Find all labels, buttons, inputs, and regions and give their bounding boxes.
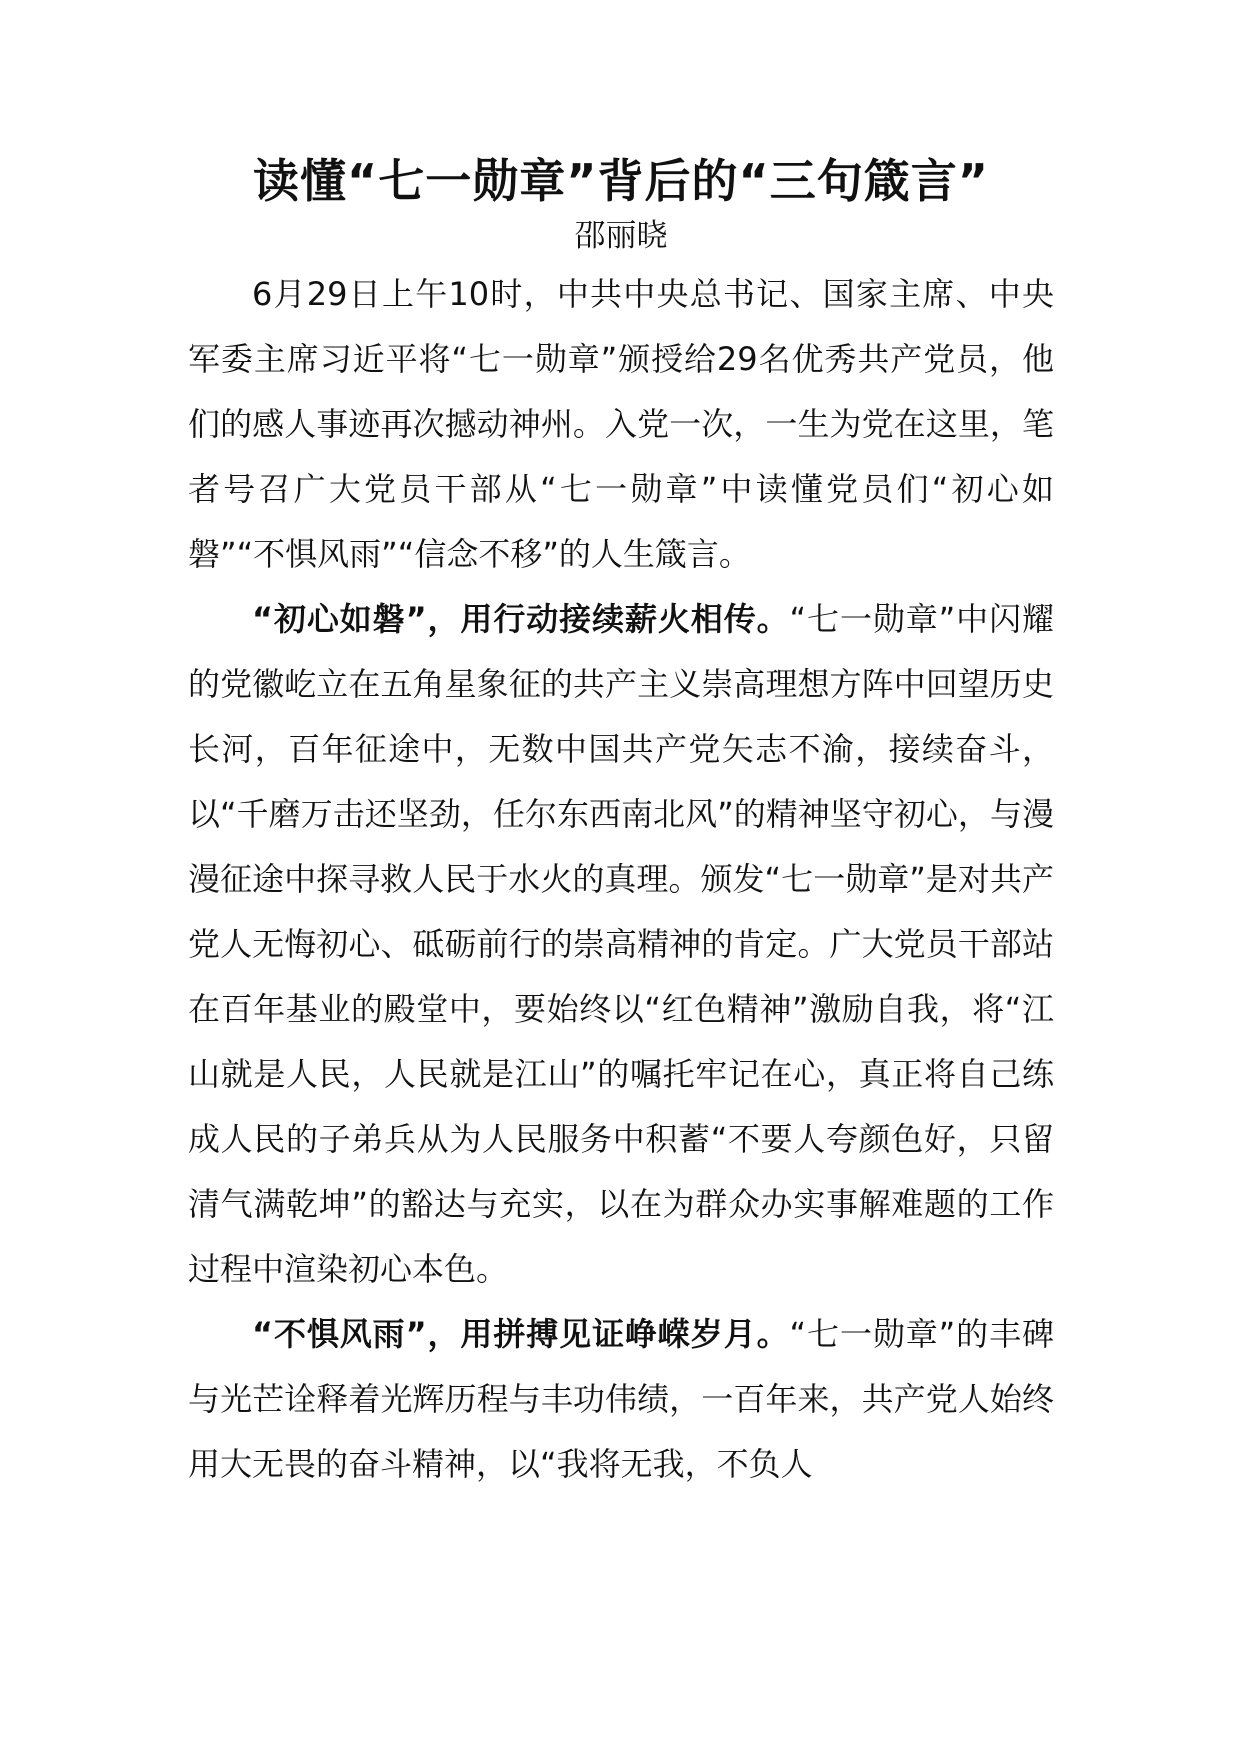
section-body: “七一勋章”的丰碑与光芒诠释着光辉历程与丰功伟绩，一百年来，共产党人始终用大无畏的奋斗精神，以“我将无我，不负人 <box>188 1314 1054 1483</box>
document-page <box>188 150 1054 1497</box>
section-lead: “不惧风雨”，用拼搏见证峥嵘岁月。 <box>252 1314 790 1353</box>
section-paragraph <box>188 587 1054 1302</box>
intro-paragraph: 6月29日上午10时，中共中央总书记、国家主席、中央军委主席习近平将“七一勋章”颁授给29名优秀共产党员，他们的感人事迹再次撼动神州。入党一次，一生为党在这里，笔者号召广大党员干部从“七一勋章”中读懂党员们“初心如磐”“不惧风雨”“信念不移”的人生箴言。 <box>188 274 1054 573</box>
section-lead: “初心如磐”，用行动接续薪火相传。 <box>252 599 790 638</box>
section-body: “七一勋章”中闪耀的党徽屹立在五角星象征的共产主义崇高理想方阵中回望历史长河，百年征途中，无数中国共产党矢志不渝，接续奋斗，以“千磨万击还坚劲，任尔东西南北风”的精神坚守初心，与漫漫征途中探寻救人民于水火的真理。颁发“七一勋章”是对共产党人无悔初心、砥砺前行的崇高精神的肯定。广大党员干部站在百年基业的殿堂中，要始终以“红色精神”激励自我，将“江山就是人民，人民就是江山”的嘱托牢记在心，真正将自己练成人民的子弟兵从为人民服务中积蓄“不要人夸颜色好，只留清气满乾坤”的豁达与充实，以在为群众办实事解难题的工作过程中渲染初心本色。 <box>188 599 1054 1288</box>
section-paragraph <box>188 1302 1054 1497</box>
document-author: 邵丽晓 <box>574 218 668 255</box>
document-title: 读懂“七一勋章”背后的“三句箴言” <box>253 154 989 208</box>
